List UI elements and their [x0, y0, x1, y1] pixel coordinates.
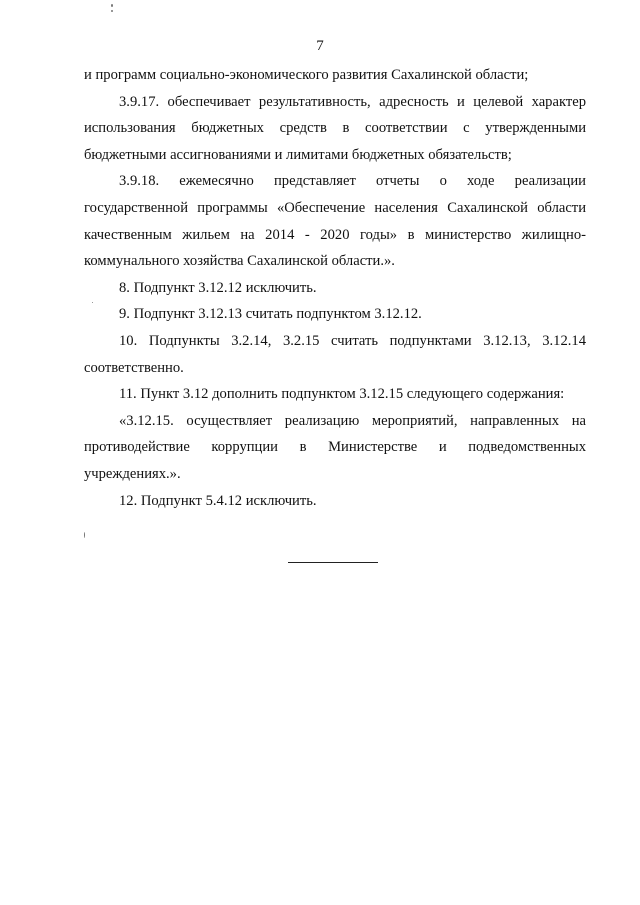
page-number: 7 — [316, 38, 324, 54]
item-8: 8. Подпункт 3.12.12 исключить. — [119, 279, 317, 296]
document-body — [84, 62, 586, 514]
item-10: 10. Подпункты 3.2.14, 3.2.15 считать подпунктами 3.12.13, 3.12.14 соответственно. — [84, 332, 586, 376]
paragraph-3-12-15: «3.12.15. осуществляет реализацию мероприятий, направленных на противодействие коррупции в Министерстве и подведомственных учреждениях.». — [84, 412, 586, 482]
scan-speck — [111, 4, 113, 7]
item-11: 11. Пункт 3.12 дополнить подпунктом 3.12.15 следующего содержания: — [119, 386, 565, 403]
paragraph-3-9-18: 3.9.18. ежемесячно представляет отчеты о ходе реализации государственной программы «Обеспечение населения Сахалинской области качественным жильем на 2014 - 2020 годы» в министерство жилищно-коммунального хозяйства Сахалинской области.». — [84, 173, 586, 270]
paragraph-3-9-17: 3.9.17. обеспечивает результативность, адресность и целевой характер использования бюджетных средств в соответствии с утвержденными бюджетными ассигнованиями и лимитами бюджетных обязательств; — [84, 93, 586, 163]
scan-speck — [111, 10, 113, 12]
item-12: 12. Подпункт 5.4.12 исключить. — [119, 492, 317, 509]
item-9: 9. Подпункт 3.12.13 считать подпунктом 3.12.12. — [119, 306, 422, 323]
scan-speck — [92, 302, 93, 303]
end-rule — [288, 562, 378, 563]
scan-speck — [84, 532, 85, 538]
paragraph-continuation: и программ социально-экономического развития Сахалинской области; — [84, 67, 529, 83]
